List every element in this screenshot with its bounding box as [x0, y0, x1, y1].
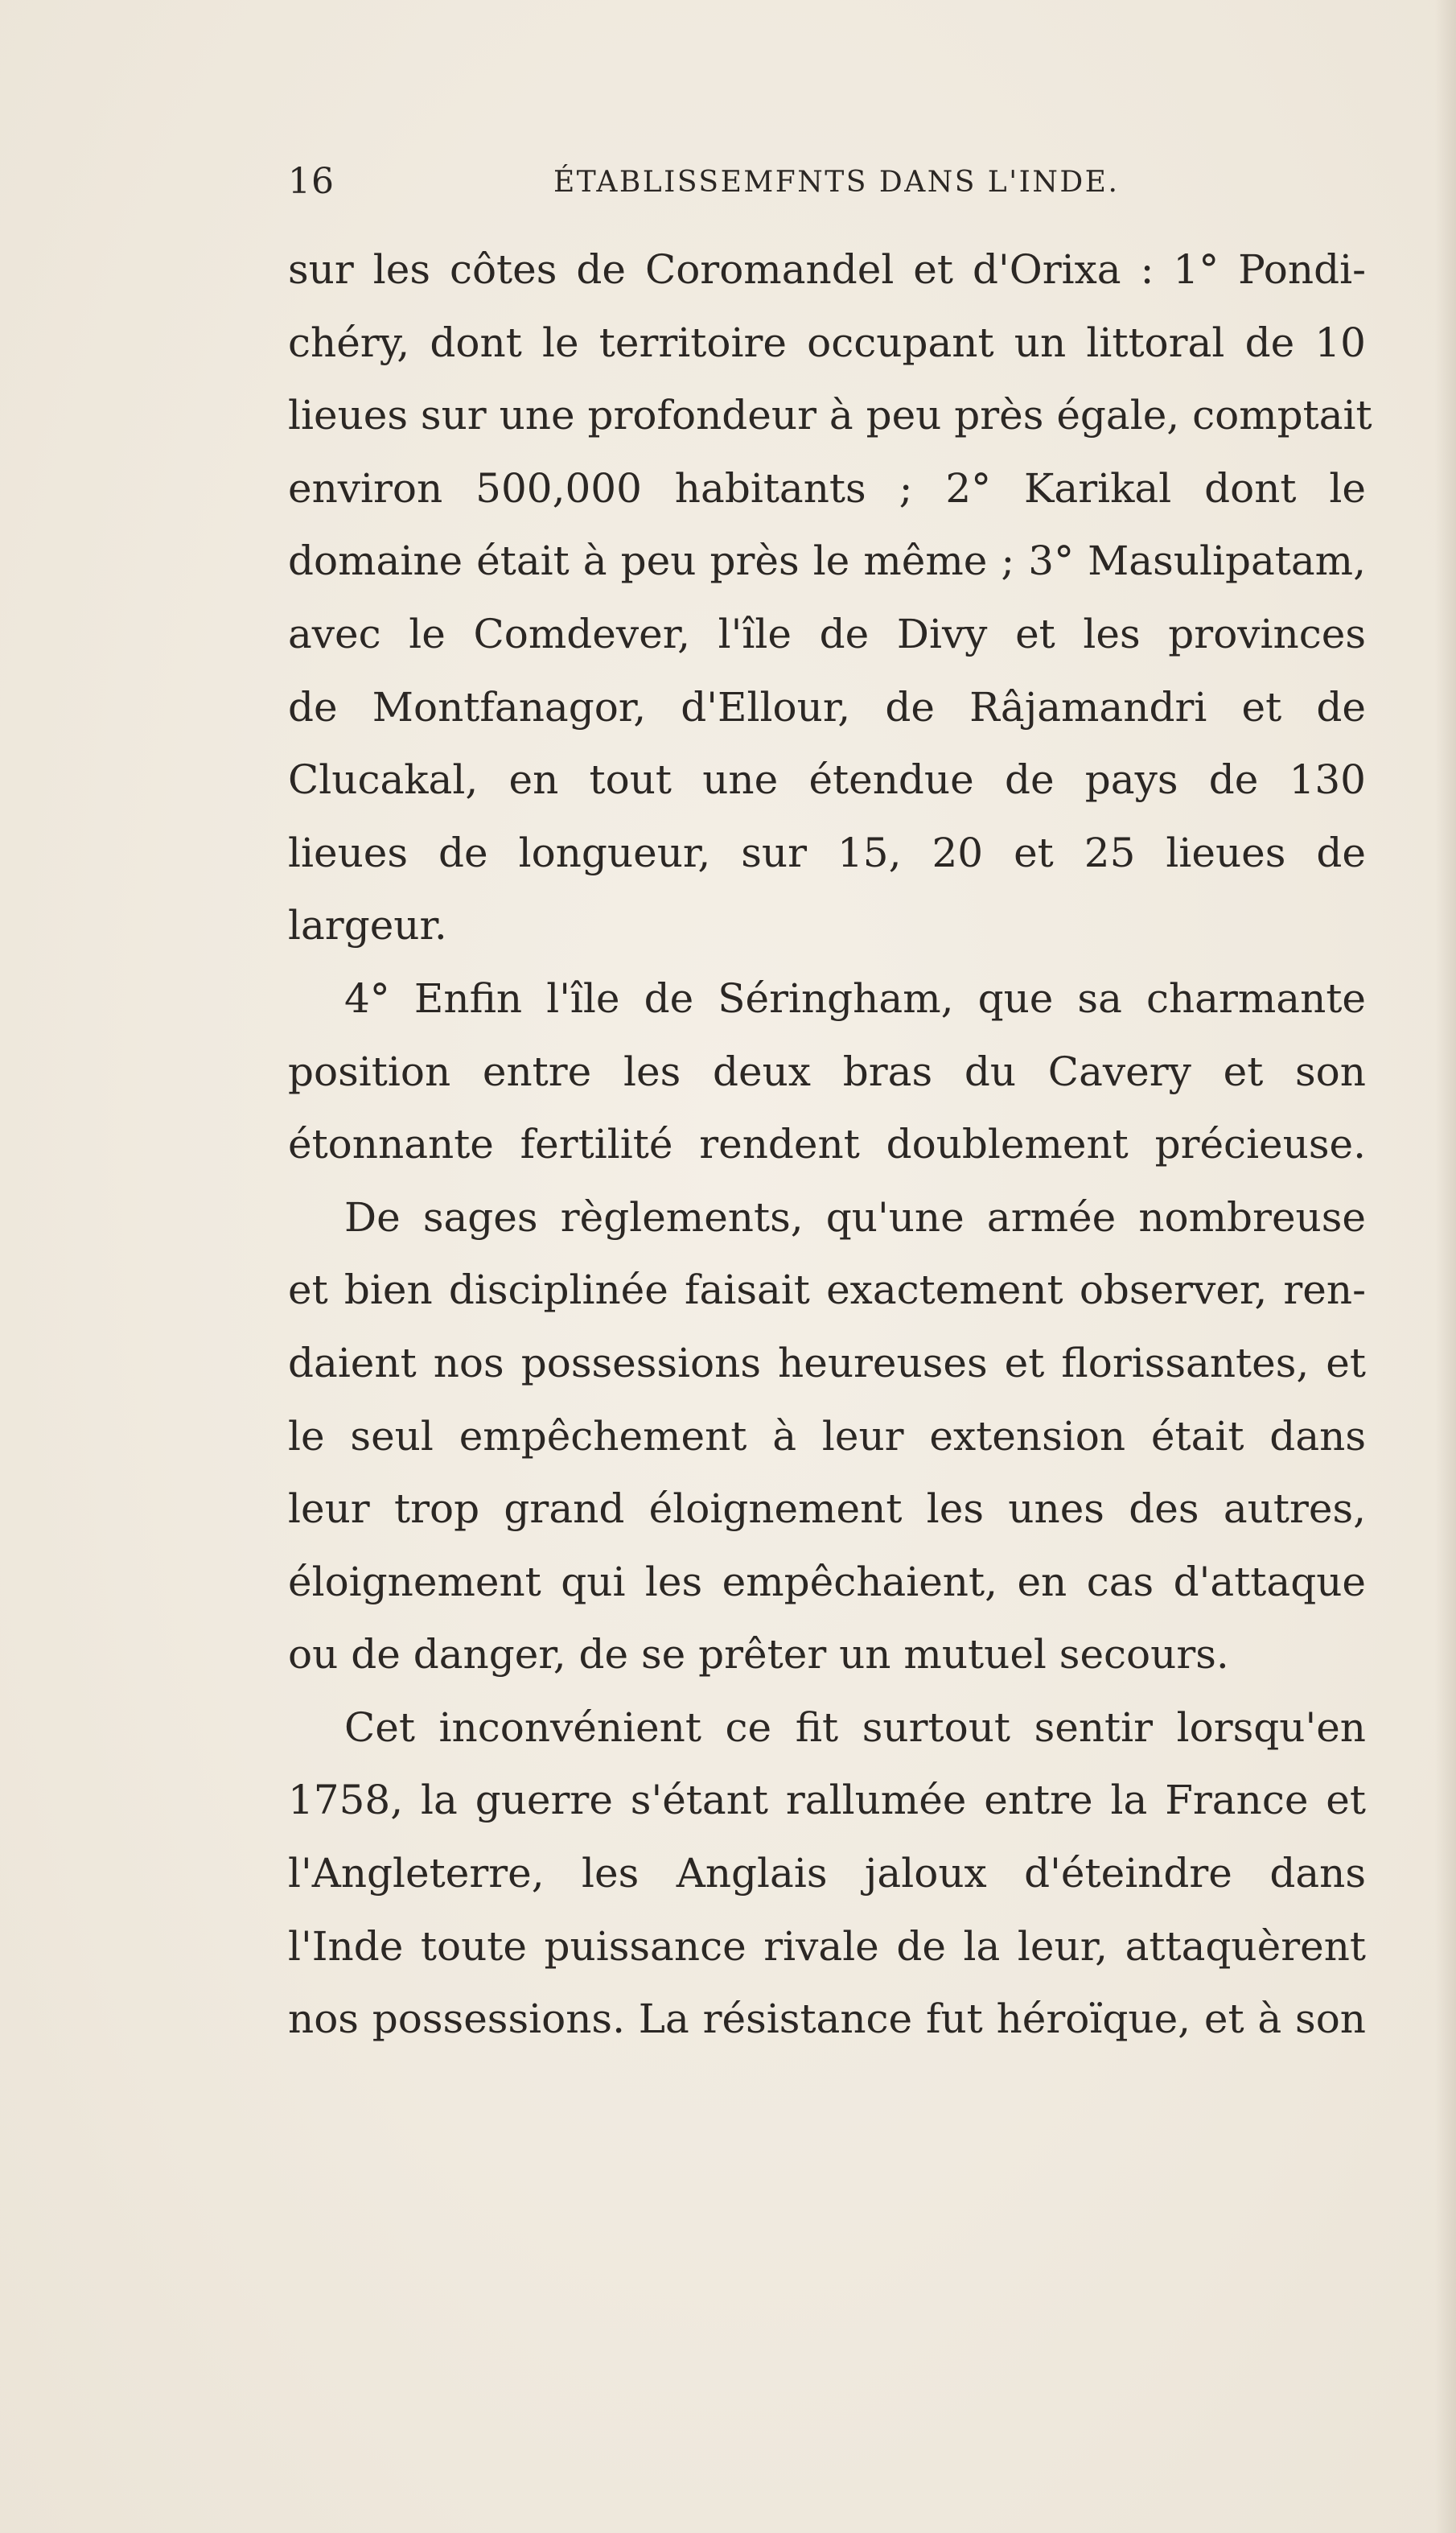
text-line: éloignement qui les empêchaient, en cas d'attaque — [288, 1558, 1366, 1605]
text-line: avec le Comdever, l'île de Divy et les provinces — [288, 610, 1366, 657]
text-line: lieues de longueur, sur 15, 20 et 25 lieues de — [288, 829, 1366, 876]
text-line: environ 500,000 habitants ; 2° Karikal dont le — [288, 464, 1366, 512]
text-line: 4° Enfin l'île de Séringham, que sa charmante — [344, 974, 1366, 1022]
page-header — [288, 161, 1366, 212]
text-line: largeur. — [288, 902, 447, 949]
text-line: l'Inde toute puissance rivale de la leur, attaquèrent — [288, 1922, 1366, 1970]
text-line: Cet inconvénient ce fit surtout sentir lorsqu'en — [344, 1703, 1366, 1751]
body-text — [288, 233, 1372, 2056]
text-line: et bien disciplinée faisait exactement observer, ren- — [288, 1266, 1366, 1314]
page-edge-shadow — [1435, 0, 1456, 2533]
text-line: ou de danger, de se prêter un mutuel secours. — [288, 1631, 1229, 1678]
page-number: 16 — [288, 161, 335, 202]
text-line: domaine était à peu près le même ; 3° Masulipatam, — [288, 537, 1366, 585]
text-line: Clucakal, en tout une étendue de pays de 130 — [288, 756, 1366, 804]
text-line: étonnante fertilité rendent doublement précieuse. — [288, 1121, 1366, 1168]
text-line: nos possessions. La résistance fut héroïque, et à son — [288, 1996, 1366, 2043]
text-line: position entre les deux bras du Cavery et son — [288, 1048, 1366, 1095]
text-line: daient nos possessions heureuses et florissantes, et — [288, 1339, 1366, 1386]
text-line: de Montfanagor, d'Ellour, de Râjamandri et de — [288, 683, 1366, 731]
text-line: lieues sur une profondeur à peu près égale, comptait — [288, 392, 1372, 439]
text-line: l'Angleterre, les Anglais jaloux d'éteindre dans — [288, 1850, 1366, 1897]
text-line: chéry, dont le territoire occupant un littoral de 10 — [288, 319, 1366, 366]
text-line: sur les côtes de Coromandel et d'Orixa : 1° Pondi- — [288, 246, 1366, 293]
text-line: De sages règlements, qu'une armée nombreuse — [344, 1193, 1366, 1241]
text-line: le seul empêchement à leur extension était dans — [288, 1412, 1366, 1460]
text-line: leur trop grand éloignement les unes des autres, — [288, 1485, 1366, 1533]
running-head: ÉTABLISSEMFNTS DANS L'INDE. — [553, 166, 1120, 199]
text-line: 1758, la guerre s'étant rallumée entre la France et — [288, 1777, 1366, 1824]
